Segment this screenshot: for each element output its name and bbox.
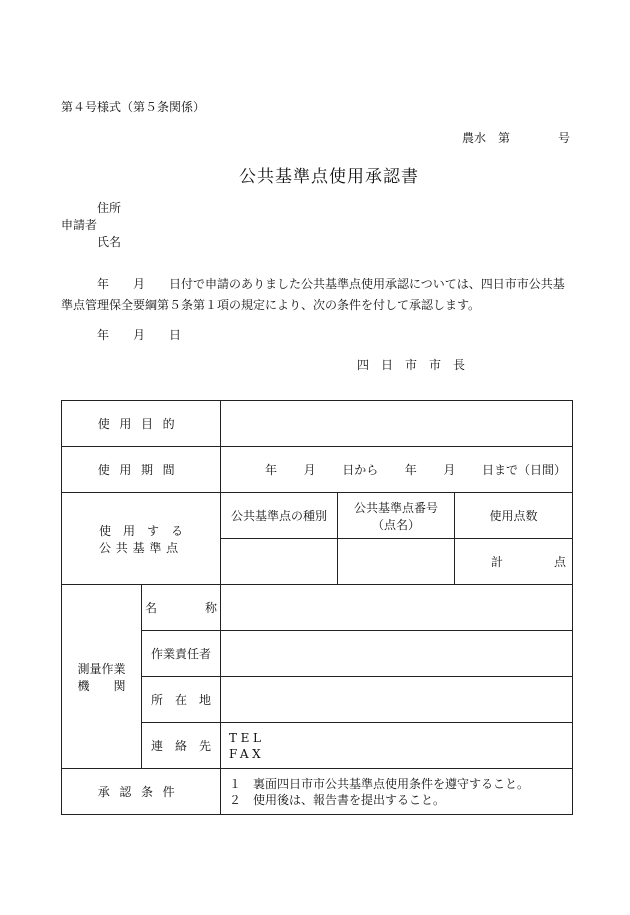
issuer: 四 日 市 市 長: [357, 358, 466, 372]
total-unit: 点: [554, 555, 567, 569]
org-contact-label: 連 絡 先: [142, 723, 221, 769]
total-label: 計: [491, 555, 504, 569]
org-location-field[interactable]: [221, 677, 573, 723]
document-number: 農水 第 号: [462, 131, 571, 145]
conditions-label: 承認条件: [62, 769, 221, 815]
applicant-label: 申請者: [61, 218, 98, 232]
conditions-field: [221, 769, 573, 815]
period-month-from: 月: [303, 463, 316, 477]
org-manager-field[interactable]: [221, 631, 573, 677]
org-manager-label: 作業責任者: [142, 631, 221, 677]
org-contact-field[interactable]: [221, 723, 573, 769]
col-number-header: [338, 493, 455, 539]
org-location-label: 所 在 地: [142, 677, 221, 723]
page-title: 公共基準点使用承認書: [239, 167, 419, 187]
point-count-field[interactable]: [455, 539, 573, 585]
condition-2: ２ 使用後は、報告書を提出すること。: [229, 792, 446, 807]
point-type-field[interactable]: [221, 539, 338, 585]
period-year-from: 年: [265, 463, 278, 477]
points-label-line2: 公共基準点: [98, 540, 183, 555]
points-label-line1: 使 用 す る: [98, 523, 183, 538]
points-label: [62, 493, 221, 585]
approval-table: [61, 400, 573, 815]
org-name-label: 名 称: [142, 585, 221, 631]
period-year-to: 年: [404, 463, 417, 477]
survey-org-label-line1: 測量作業: [77, 661, 126, 676]
survey-org-label-line2: 機 関: [77, 678, 126, 693]
point-number-field[interactable]: [338, 539, 455, 585]
approval-text: 年 月 日付で申請のありました公共基準点使用承認については、四日市市公共基準点管理保全要綱第５条第１項の規定により、次の条件を付して承認します。: [61, 277, 565, 312]
col-number-line1: 公共基準点番号: [353, 500, 438, 515]
name-label: 氏名: [97, 235, 122, 249]
period-day-from: 日から: [342, 463, 379, 477]
survey-org-label: [62, 585, 142, 769]
col-type-header: 公共基準点の種別: [221, 493, 338, 539]
fax-label: FAX: [229, 746, 265, 761]
tel-label: TEL: [229, 730, 265, 745]
address-label: 住所: [97, 201, 122, 215]
col-number-line2: （点名）: [371, 517, 420, 532]
period-field[interactable]: [221, 447, 573, 493]
period-day-to: 日まで（日間）: [481, 463, 566, 477]
condition-1: １ 裏面四日市市公共基準点使用条件を遵守すること。: [229, 776, 530, 791]
period-label: 使用期間: [62, 447, 221, 493]
issue-date: 年 月 日: [97, 328, 182, 342]
purpose-label: 使用目的: [62, 401, 221, 447]
org-name-field[interactable]: [221, 585, 573, 631]
purpose-field[interactable]: [221, 401, 573, 447]
form-number: 第４号様式（第５条関係）: [61, 100, 206, 114]
period-month-to: 月: [443, 463, 456, 477]
col-count-header: 使用点数: [455, 493, 573, 539]
